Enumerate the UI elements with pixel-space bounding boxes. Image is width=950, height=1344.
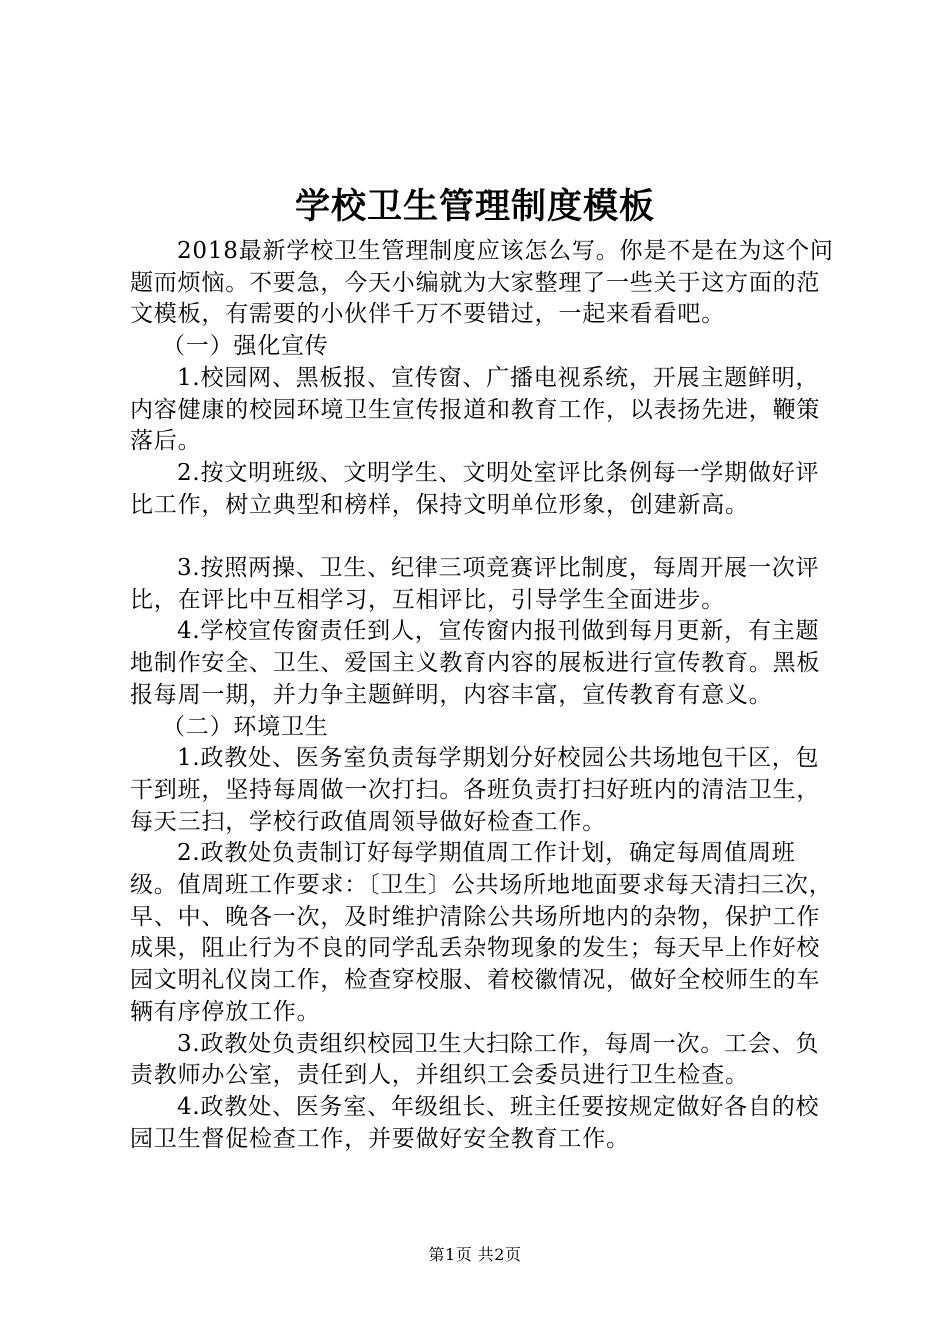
publicity-item-4: 4.学校宣传窗责任到人，宣传窗内报刊做到每月更新，有主题地制作安全、卫生、爱国主义教育内容的展板进行宣传教育。黑板报每周一期，并力争主题鲜明，内容丰富，宣传教育有意义。: [130, 618, 821, 708]
publicity-item-1: 1.校园网、黑板报、宣传窗、广播电视系统，开展主题鲜明，内容健康的校园环境卫生宣传报道和教育工作，以表扬先进，鞭策落后。: [130, 364, 821, 455]
section-heading-environment: （二）环境卫生: [162, 713, 329, 740]
publicity-item-2: 2.按文明班级、文明学生、文明处室评比条例每一学期做好评比工作，树立典型和榜样，保持文明单位形象，创建新高。: [130, 459, 820, 518]
intro-paragraph: 2018最新学校卫生管理制度应该怎么写。你是不是在为这个问题而烦恼。不要急，今天小编就为大家整理了一些关于这方面的范文模板，有需要的小伙伴千万不要错过，一起来看看吧。: [130, 238, 834, 328]
publicity-item-3: 3.按照两操、卫生、纪律三项竞赛评比制度，每周开展一次评比，在评比中互相学习，互相评比，引导学生全面进步。: [130, 555, 820, 613]
section-heading-publicity: （一）强化宣传: [162, 333, 329, 360]
document-body: [130, 236, 835, 1155]
environment-item-1: 1.政教处、医务室负责每学期划分好校园公共场地包干区，包干到班，坚持每周做一次打扫。各班负责打扫好班内的清洁卫生，每天三扫，学校行政值周领导做好检查工作。: [130, 745, 821, 835]
blank-line: [130, 521, 835, 553]
document-title: 学校卫生管理制度模板: [294, 186, 655, 227]
page-footer: 第1页 共2页: [428, 1245, 522, 1264]
environment-item-4: 4.政教处、医务室、年级组长、班主任要按规定做好各自的校园卫生督促检查工作，并要做好安全教育工作。: [130, 1093, 820, 1152]
environment-item-3: 3.政教处负责组织校园卫生大扫除工作，每周一次。工会、负责教师办公室，责任到人，并组织工会委员进行卫生检查。: [130, 1030, 820, 1089]
environment-item-2: 2.政教处负责制订好每学期值周工作计划，确定每周值周班级。值周班工作要求：〔卫生〕公共场所地地面要求每天清扫三次，早、中、晚各一次，及时维护清除公共场所地内的杂物，保护工作成果，阻止行为不良的同学乱丢杂物现象的发生；每天早上作好校园文明礼仪岗工作，检查穿校服、着校徽情况，做好全校师生的车辆有序停放工作。: [130, 840, 833, 1025]
